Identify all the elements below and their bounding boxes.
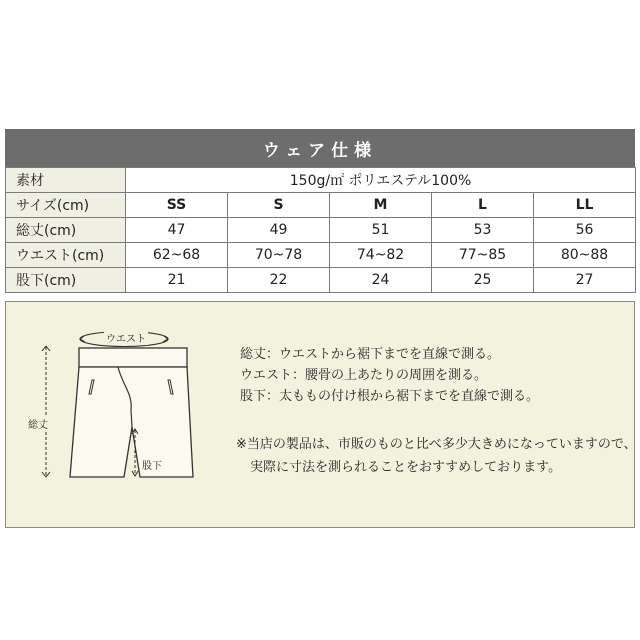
size-cell: L — [432, 193, 534, 218]
inseam-cell: 22 — [228, 268, 330, 293]
spec-title: ウェア仕様 — [5, 129, 635, 167]
waist-cell: 77~85 — [432, 243, 534, 268]
note-waist: ウエスト：腰骨の上あたりの周囲を測る。 — [240, 368, 488, 383]
inseam-label: 股下 — [142, 461, 162, 472]
note-inseam: 股下：太ももの付け根から裾下までを直線で測る。 — [240, 389, 540, 404]
spec-section — [5, 129, 635, 293]
measurement-notes — [240, 344, 539, 407]
length-cell: 56 — [534, 218, 636, 243]
material-value: 150g/㎡ ポリエステル100% — [126, 168, 636, 193]
note-length: 総丈：ウエストから裾下までを直線で測る。 — [240, 347, 501, 362]
waist-label: ウエスト — [106, 334, 146, 345]
inseam-cell: 21 — [126, 268, 228, 293]
waistband — [79, 348, 187, 367]
row-label: ウエスト(cm) — [6, 243, 126, 268]
remark-line: ※当店の製品は、市販のものと比べ多少大きめになっていますので、 — [236, 437, 637, 452]
size-cell: M — [330, 193, 432, 218]
row-label: 素材 — [6, 168, 126, 193]
size-cell: S — [228, 193, 330, 218]
length-row — [6, 218, 636, 243]
waist-cell: 74~82 — [330, 243, 432, 268]
row-label: 総丈(cm) — [6, 218, 126, 243]
inseam-row — [6, 268, 636, 293]
inseam-cell: 27 — [534, 268, 636, 293]
length-label: 総丈 — [28, 420, 48, 431]
length-cell: 51 — [330, 218, 432, 243]
size-cell: LL — [534, 193, 636, 218]
row-label: 股下(cm) — [6, 268, 126, 293]
shorts-diagram — [0, 318, 230, 518]
length-cell: 49 — [228, 218, 330, 243]
remark-line: 実際に寸法を測られることをおすすめしております。 — [250, 460, 562, 475]
row-label: サイズ(cm) — [6, 193, 126, 218]
size-cell: SS — [126, 193, 228, 218]
waist-row — [6, 243, 636, 268]
inseam-cell: 24 — [330, 268, 432, 293]
length-cell: 47 — [126, 218, 228, 243]
size-row — [6, 193, 636, 218]
size-remarks — [236, 433, 637, 479]
waist-cell: 70~78 — [228, 243, 330, 268]
length-cell: 53 — [432, 218, 534, 243]
spec-table — [5, 167, 636, 293]
inseam-cell: 25 — [432, 268, 534, 293]
waist-cell: 62~68 — [126, 243, 228, 268]
material-row — [6, 168, 636, 193]
waist-cell: 80~88 — [534, 243, 636, 268]
